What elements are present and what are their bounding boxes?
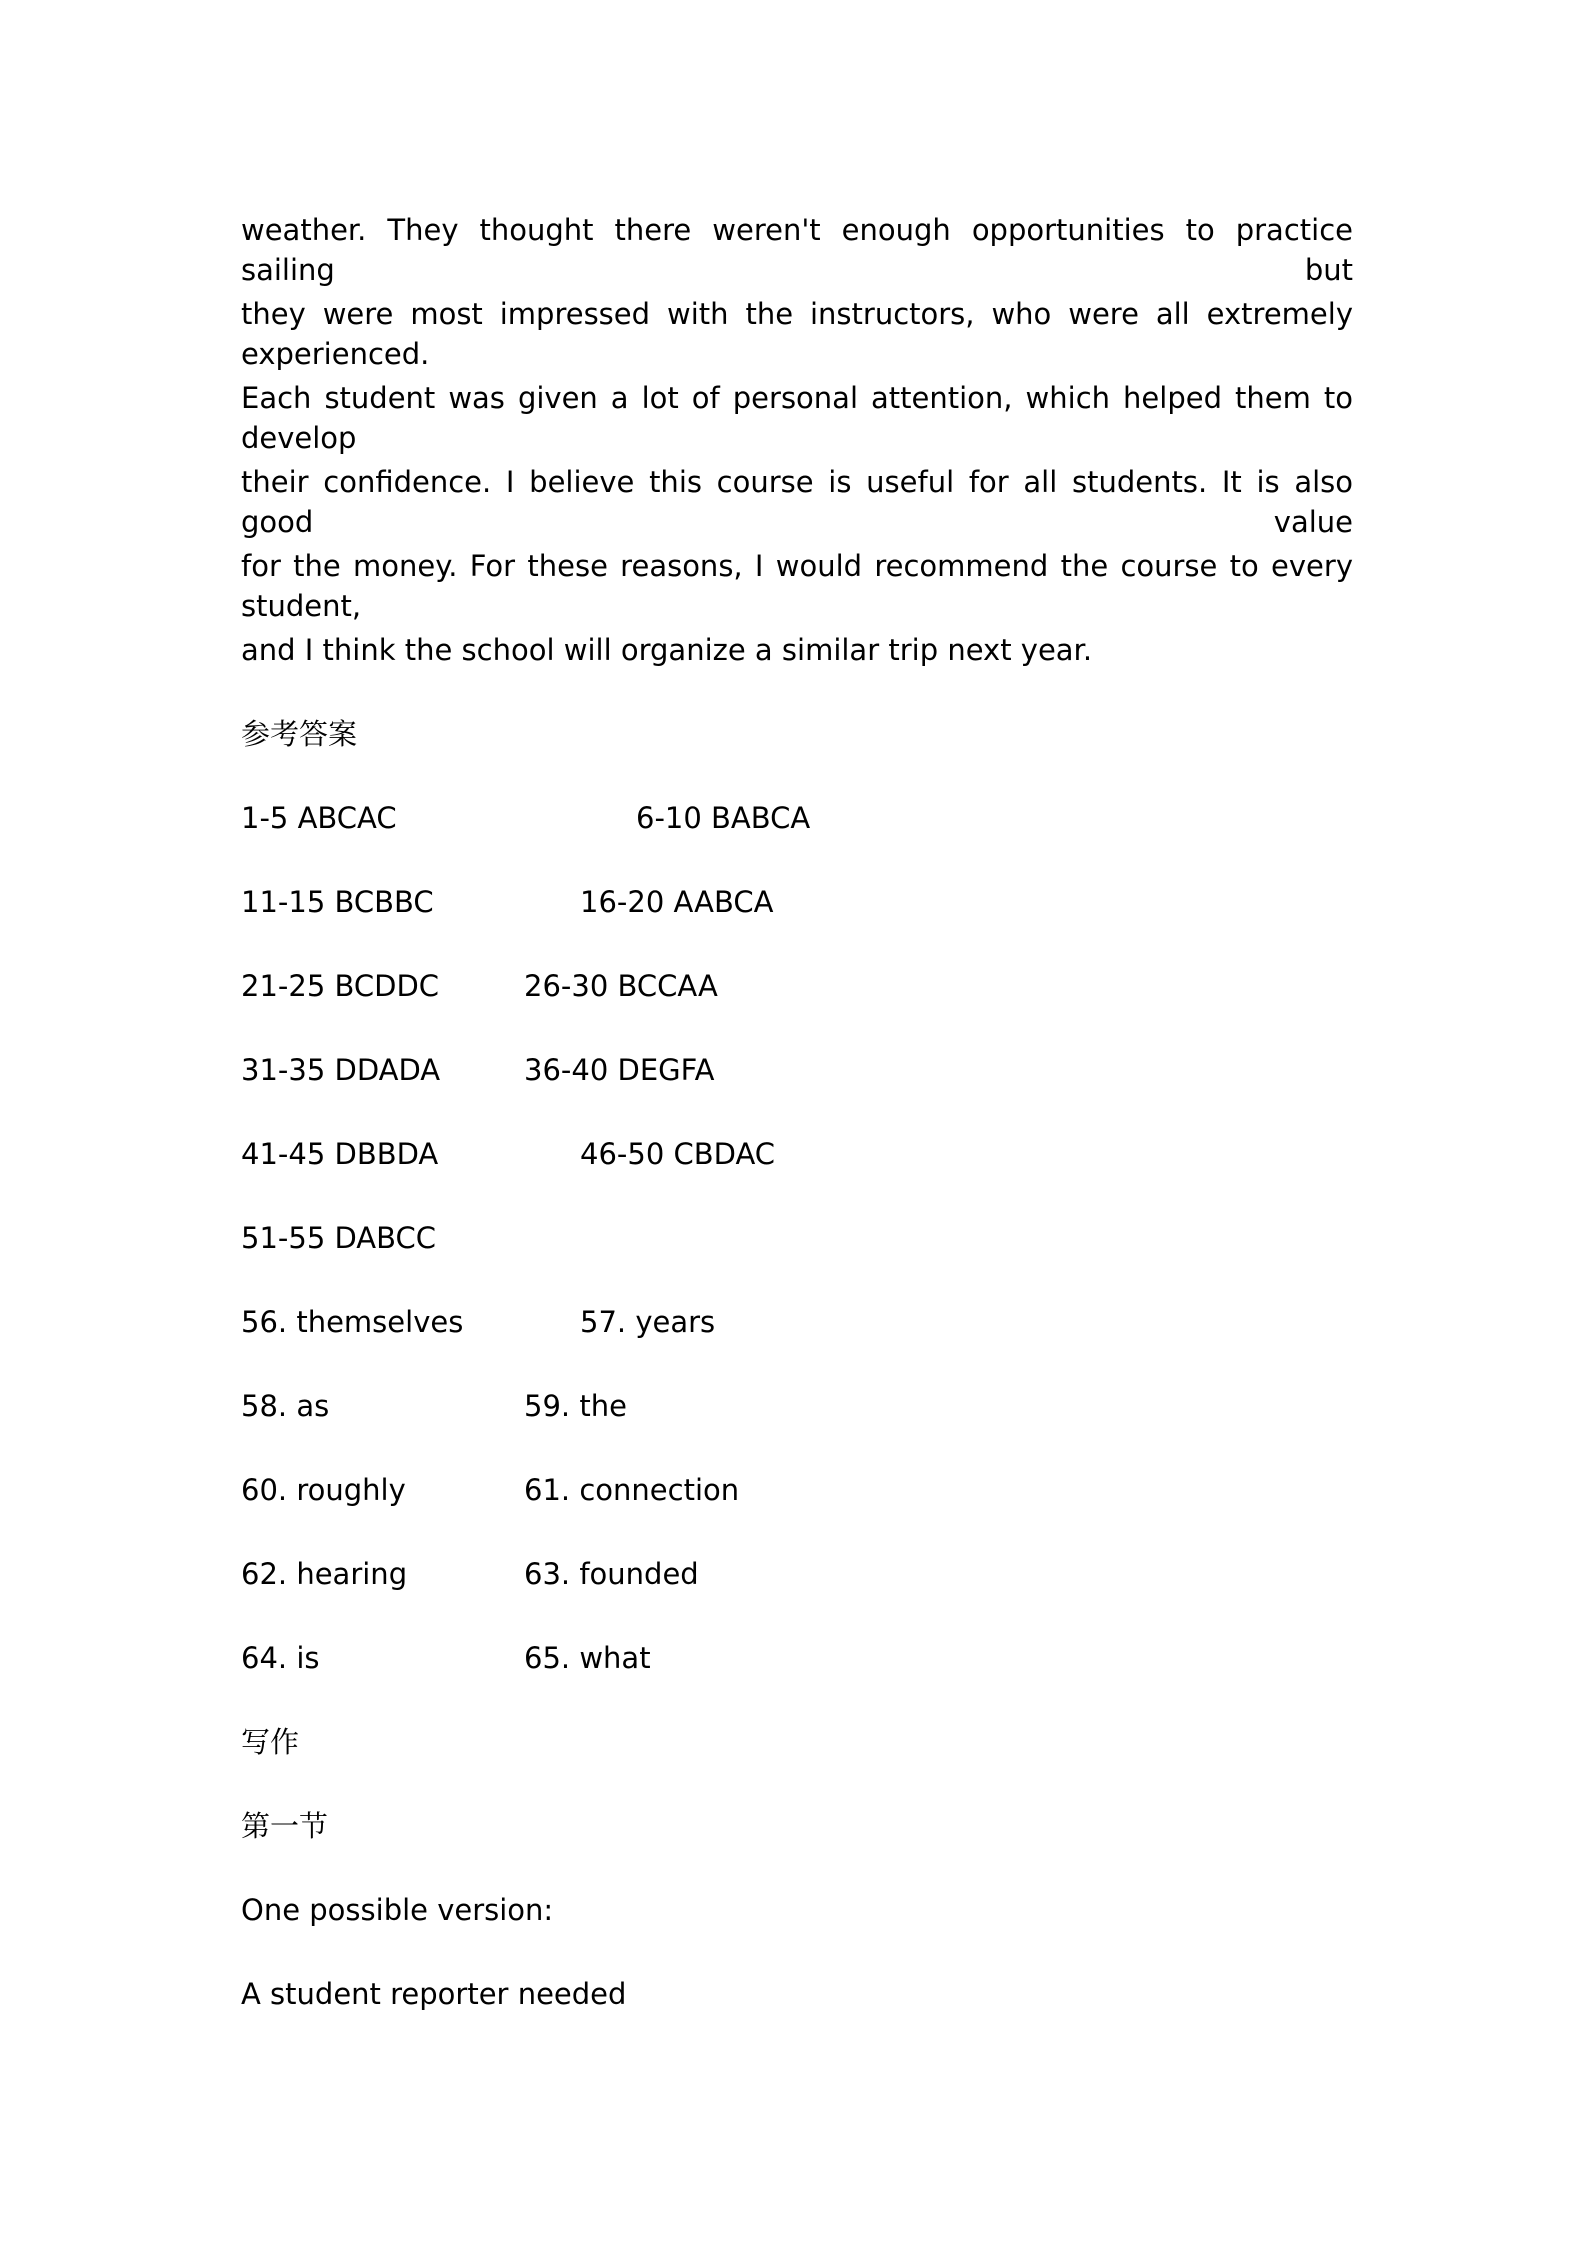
- answer-row: [241, 1302, 1353, 1386]
- answer-right: 63. founded: [524, 1557, 699, 1591]
- answer-left: 60. roughly: [241, 1473, 406, 1507]
- answer-left: 1-5 ABCAC: [241, 801, 397, 835]
- answer-left: 64. is: [241, 1641, 320, 1675]
- passage-line: weather. They thought there weren't enough opportunities to practice sailing but: [241, 213, 1353, 287]
- passage-line: and I think the school will organize a similar trip next year.: [241, 633, 1093, 667]
- essay-title: A student reporter needed: [241, 1977, 627, 2011]
- answer-right: 36-40 DEGFA: [524, 1053, 715, 1087]
- answer-row: [241, 798, 1353, 882]
- passage-line: they were most impressed with the instructors, who were all extremely experienced.: [241, 297, 1353, 371]
- answer-left: 58. as: [241, 1389, 330, 1423]
- answer-left: 21-25 BCDDC: [241, 969, 440, 1003]
- answer-row: [241, 1638, 1353, 1722]
- answer-row: [241, 1050, 1353, 1134]
- answer-row: [241, 1134, 1353, 1218]
- answer-left: 56. themselves: [241, 1305, 464, 1339]
- answer-row: [241, 1386, 1353, 1470]
- answer-right: 61. connection: [524, 1473, 740, 1507]
- answer-right: 57. years: [580, 1305, 716, 1339]
- answers-heading: 参考答案: [241, 717, 358, 751]
- answer-row: [241, 882, 1353, 966]
- version-label: One possible version:: [241, 1893, 554, 1927]
- answer-right: 26-30 BCCAA: [524, 969, 718, 1003]
- passage-line: their confidence. I believe this course is useful for all students. It is also good value: [241, 465, 1353, 539]
- passage-line: Each student was given a lot of personal attention, which helped them to develop: [241, 381, 1353, 455]
- answer-right: 6-10 BABCA: [636, 801, 811, 835]
- writing-section: 第一节: [241, 1809, 329, 1843]
- answer-left: 62. hearing: [241, 1557, 408, 1591]
- answer-row: [241, 1218, 1353, 1302]
- answer-left: 31-35 DDADA: [241, 1053, 441, 1087]
- passage-line: for the money. For these reasons, I would recommend the course to every student,: [241, 549, 1353, 623]
- answer-left: 51-55 DABCC: [241, 1221, 437, 1255]
- answer-row: [241, 1470, 1353, 1554]
- answer-right: 59. the: [524, 1389, 627, 1423]
- writing-heading: 写作: [241, 1725, 300, 1759]
- answer-right: 16-20 AABCA: [580, 885, 774, 919]
- page-content: [241, 210, 1353, 2058]
- answer-left: 41-45 DBBDA: [241, 1137, 439, 1171]
- answer-left: 11-15 BCBBC: [241, 885, 434, 919]
- answer-right: 65. what: [524, 1641, 651, 1675]
- answer-row: [241, 966, 1353, 1050]
- answer-row: [241, 1554, 1353, 1638]
- answer-right: 46-50 CBDAC: [580, 1137, 776, 1171]
